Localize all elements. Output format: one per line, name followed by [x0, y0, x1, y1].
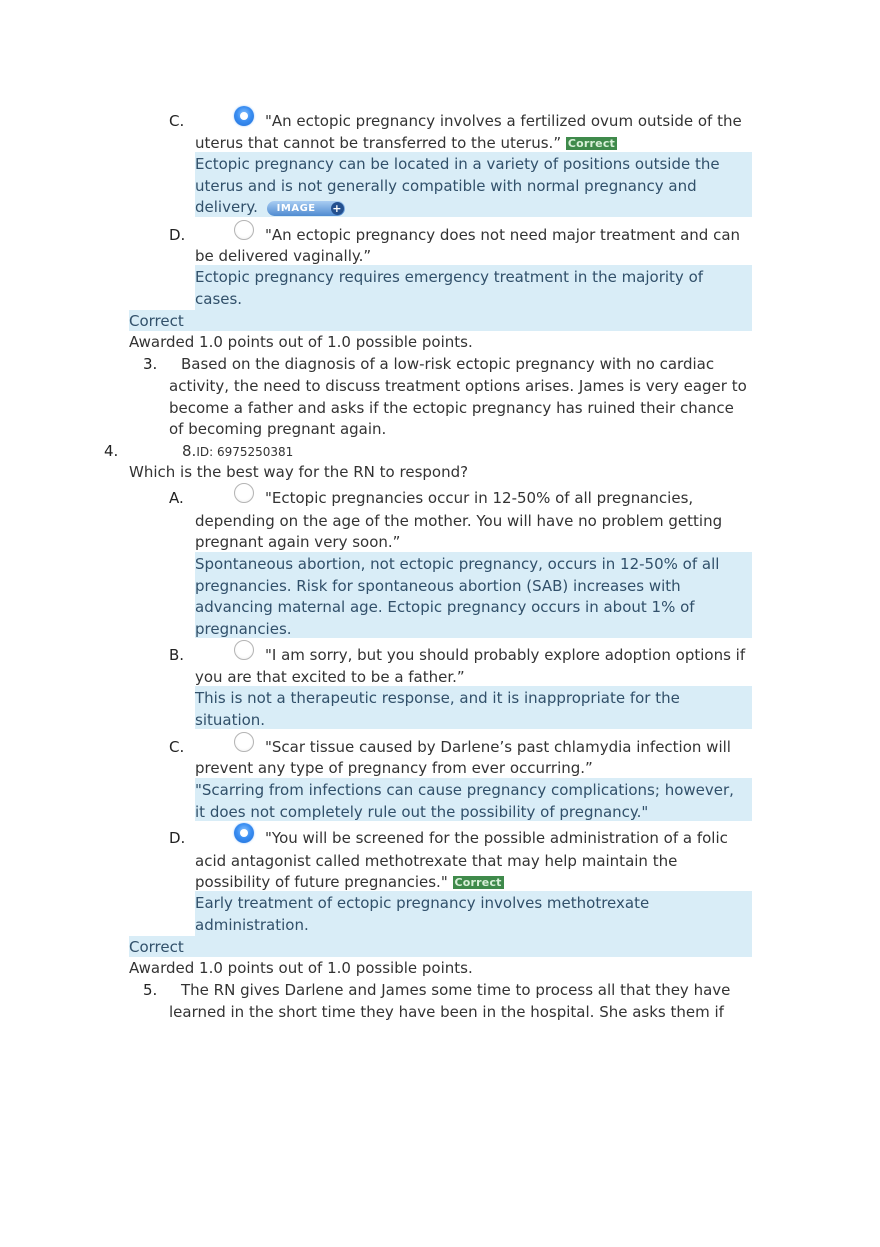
feedback-line-last — [195, 197, 752, 219]
option-text: be delivered vaginally.” — [195, 247, 372, 265]
feedback-box — [195, 552, 752, 638]
sub-number: 8. — [182, 442, 197, 460]
feedback-line: pregnancies. — [195, 619, 292, 638]
question-text: Based on the diagnosis of a low-risk ectopic pregnancy with no cardiac — [181, 355, 715, 373]
feedback-line: Ectopic pregnancy requires emergency treatment in the majority of — [195, 268, 704, 286]
option-text: pregnant again very soon.” — [195, 533, 401, 551]
option-text: acid antagonist called methotrexate that may help maintain the — [195, 852, 678, 870]
question-text: become a father and asks if the ectopic pregnancy has ruined their chance — [169, 399, 734, 417]
question-text: activity, the need to discuss treatment options arises. James is very eager to — [169, 377, 747, 395]
question-id-line — [182, 441, 293, 464]
feedback-line: uterus and is not generally compatible with normal pregnancy and — [195, 176, 697, 195]
radio-unselected-icon[interactable] — [234, 732, 254, 752]
question-id: ID: 6975250381 — [196, 445, 294, 459]
option-text: possibility of future pregnancies." — [195, 873, 448, 891]
radio-selected-icon[interactable] — [234, 106, 254, 126]
option-text: "You will be screened for the possible administration of a folic — [265, 829, 728, 847]
feedback-box — [195, 265, 752, 310]
option-letter: A. — [169, 489, 184, 507]
option-text: "I am sorry, but you should probably explore adoption options if — [265, 646, 746, 664]
radio-selected-icon[interactable] — [234, 823, 254, 843]
plus-icon: + — [332, 202, 343, 216]
feedback-line: cases. — [195, 289, 243, 308]
option-letter: C. — [169, 112, 185, 130]
feedback-line: "Scarring from infections can cause pregnancy complications; however, — [195, 781, 734, 799]
feedback-box — [195, 686, 752, 729]
result-correct: Correct — [129, 310, 752, 331]
feedback-line: Ectopic pregnancy can be located in a variety of positions outside the — [195, 155, 720, 173]
option-text: "An ectopic pregnancy does not need major treatment and can — [265, 226, 741, 244]
feedback-line: pregnancies. Risk for spontaneous abortion (SAB) increases with — [195, 576, 681, 595]
question-text: learned in the short time they have been in the hospital. She asks them if — [169, 1003, 724, 1021]
image-button[interactable] — [267, 201, 345, 216]
option-text: uterus that cannot be transferred to the uterus.” — [195, 134, 562, 152]
option-letter: D. — [169, 829, 186, 847]
question-number: 5. — [143, 981, 158, 999]
awarded-points: Awarded 1.0 points out of 1.0 possible points. — [129, 333, 473, 351]
option-letter: D. — [169, 226, 186, 244]
radio-unselected-icon[interactable] — [234, 483, 254, 503]
option-text: "Scar tissue caused by Darlene’s past chlamydia infection will — [265, 738, 731, 756]
option-text: prevent any type of pregnancy from ever occurring.” — [195, 759, 593, 777]
question-number: 4. — [104, 442, 119, 460]
feedback-line: situation. — [195, 710, 266, 729]
radio-unselected-icon[interactable] — [234, 220, 254, 240]
feedback-line: Early treatment of ectopic pregnancy involves methotrexate — [195, 894, 650, 912]
feedback-line: administration. — [195, 915, 309, 934]
question-text: of becoming pregnant again. — [169, 420, 387, 438]
option-letter: B. — [169, 646, 185, 664]
question-prompt: Which is the best way for the RN to respond? — [129, 463, 469, 481]
question-text: The RN gives Darlene and James some time to process all that they have — [181, 981, 731, 999]
awarded-points: Awarded 1.0 points out of 1.0 possible points. — [129, 959, 473, 977]
feedback-box — [195, 152, 752, 217]
option-text: you are that excited to be a father.” — [195, 668, 465, 686]
feedback-box — [195, 891, 752, 936]
image-button-label: IMAGE — [276, 203, 316, 215]
feedback-line: This is not a therapeutic response, and it is inappropriate for the — [195, 689, 680, 707]
correct-badge: Correct — [454, 876, 502, 889]
option-text: depending on the age of the mother. You will have no problem getting — [195, 512, 723, 530]
feedback-line: advancing maternal age. Ectopic pregnancy occurs in about 1% of — [195, 598, 695, 617]
option-letter: C. — [169, 738, 185, 756]
question-number: 3. — [143, 355, 158, 373]
feedback-box — [195, 778, 752, 821]
result-correct: Correct — [129, 936, 752, 957]
feedback-line: it does not completely rule out the possibility of pregnancy." — [195, 802, 649, 821]
radio-unselected-icon[interactable] — [234, 640, 254, 660]
option-text: "Ectopic pregnancies occur in 12-50% of all pregnancies, — [265, 489, 694, 507]
option-text: "An ectopic pregnancy involves a fertilized ovum outside of the — [265, 112, 742, 130]
correct-badge: Correct — [567, 137, 615, 150]
feedback-line: delivery. — [195, 198, 258, 217]
feedback-line: Spontaneous abortion, not ectopic pregnancy, occurs in 12-50% of all — [195, 555, 720, 573]
